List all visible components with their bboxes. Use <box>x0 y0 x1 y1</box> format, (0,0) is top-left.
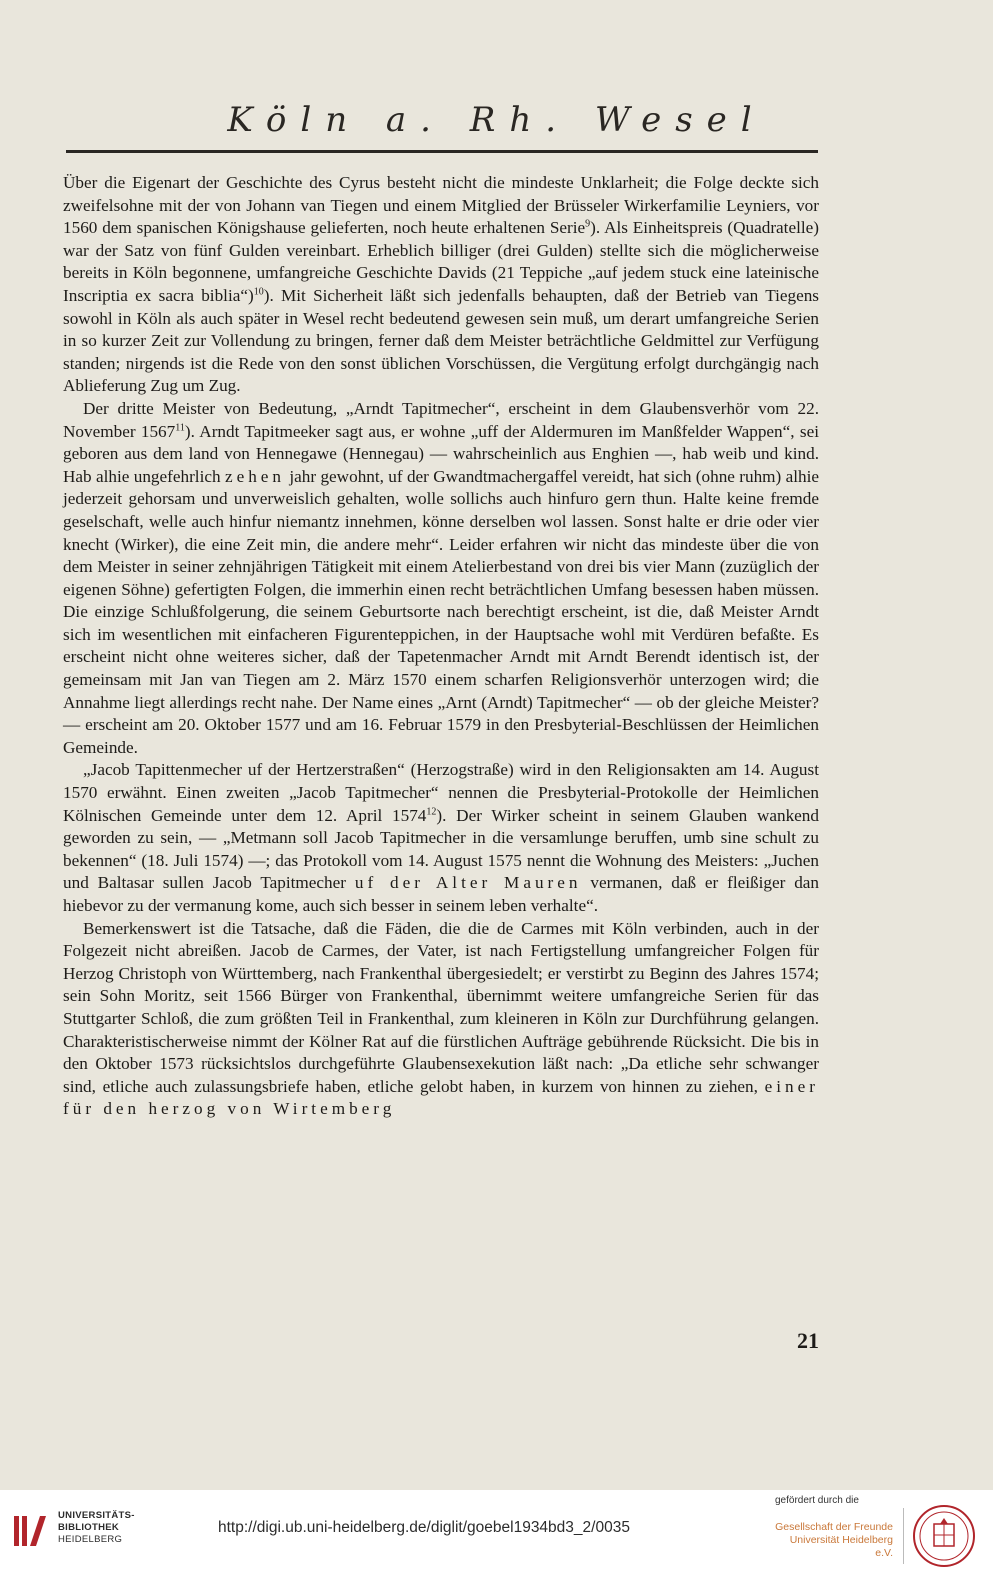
text-run: „Jacob Tapittenmecher uf der Hertzerstraßen“ (Herzogstraße) wird in den Religionsakten am 14. August 1570 erwähnt. Einen zweiten „Jacob Tapitmecher“ nennen die Presbyterial-Protokolle der Heimlichen Kölnischen Gemeinde unter dem 12. April 1574 <box>63 760 819 825</box>
text-run: ). Arndt Tapitmeeker sagt aus, er wohne „uff der Aldermuren im Manßfelder Wappen“, sei geboren aus dem land von Hennegawe (Hennegau) — wahrscheinlich aus Enghien —, hab weib und kind. Hab alhie ungefehrlich <box>63 421 819 486</box>
text-run: jahr gewohnt, uf der Gwandtmachergaffel vereidt, hat sich (ohne ruhm) alhie jederzeit gehorsam und unverweislich gehalten, wolle sollichs auch hinfuro gern thun. Halte keine fremde geselschaft, welle auch hinfur niemantz innehmen, könne derselben wol lassen. Sonst halte er drie oder vier knecht (Wirker), die eine Zeit min, die andere mehr“. Leider erfahren wir nicht das mindeste über die von dem Meister in seiner zehnjährigen Tätigkeit mit einem Atelierbestand von drei bis vier Mann (zuzüglich der eigenen Söhne) gefertigten Folgen, die immerhin einen recht beträchtlichen Umfang besessen haben müssen. Die einzige Schlußfolgerung, die seinem Geburtsorte nach berechtigt erscheint, ist die, daß Meister Arndt sich im wesentlichen mit einfacheren Figurenteppichen, in der Hauptsache wohl mit Verdüren befaßte. Es erscheint nicht ohne weiteres sicher, daß der Tapetenmacher Arndt mit Arndt Berendt identisch ist, der gemeinsam mit Jan van Tiegen am 2. März 1570 einem scharfen Religionsverhör unterzogen wird; die Annahme liegt allerdings recht nahe. Der Name eines „Arnt (Arndt) Tapitmecher“ — ob der gleiche Meister? — erscheint am 20. Oktober 1577 und am 16. Februar 1579 in den Presbyterial-Beschlüssen der Heimlichen Gemeinde. <box>63 466 820 757</box>
university-seal-icon[interactable] <box>912 1504 976 1568</box>
spaced-emphasis: einer für den herzog von Wirtemberg <box>63 1076 819 1119</box>
funded-by-label: gefördert durch die <box>775 1495 859 1506</box>
text-run: ). Mit Sicherheit läßt sich jedenfalls behaupten, daß der Betrieb van Tiegens sowohl in Köln als auch später in Wesel recht bedeutend gewesen sein muß, um derart umfangreiche Serien in so kurzer Zeit zur Vollendung zu bringen, ferner daß dem Meister beträchtliche Geldmittel zur Verfügung standen; nirgends ist die Rede von den sonst üblichen Vorschüssen, die Vergütung erfolgt durchgängig nach Ablieferung Zug um Zug. <box>63 285 819 396</box>
spaced-emphasis: uf der Alter Mauren <box>354 873 582 893</box>
spaced-emphasis: zehen <box>224 466 286 486</box>
paragraph-4 <box>63 918 819 1121</box>
page-number: 21 <box>797 1328 819 1353</box>
running-header: Köln a. Rh. Wesel <box>227 100 766 140</box>
body-text <box>63 172 819 1121</box>
footnote-ref: 12 <box>426 805 437 817</box>
ub-heidelberg-logo-icon[interactable] <box>10 1510 52 1552</box>
text-run: Über die Eigenart der Geschichte des Cyrus besteht nicht die mindeste Unklarheit; die Folge deckte sich zweifelsohne mit der von Johann van Tiegen und einem Mitglied der Brüsseler Wirkerfamilie Leyniers, vor 1560 dem spanischen Königshause gelieferten, noch heute erhaltenen Serie <box>63 173 819 238</box>
library-name-line: HEIDELBERG <box>58 1534 123 1545</box>
text-run: ). Als Einheitspreis (Quadratelle) war der Satz von fünf Gulden vereinbart. Erheblich billiger (drei Gulden) stellte sich die möglicherweise bereits in Köln begonnene, umfangreiche Geschichte Davids (21 Teppiche „auf jedem stuck eine lateinische Inscriptia ex sacra biblia“) <box>63 218 819 305</box>
header-rule <box>66 150 818 153</box>
paragraph-3 <box>63 759 819 917</box>
digitization-footer <box>0 1490 993 1570</box>
sponsor-name-line: Universität Heidelberg e.V. <box>789 1534 893 1559</box>
footnote-ref: 11 <box>175 421 185 433</box>
library-name-line: BIBLIOTHEK <box>58 1522 120 1533</box>
paragraph-1 <box>63 172 819 398</box>
sponsor-name[interactable] <box>775 1521 893 1560</box>
text-run: vermanen, daß er fleißiger dan hiebevor zu der vermanung kome, auch sich besser in seinem leben verhalte“. <box>63 873 820 915</box>
text-run: Der dritte Meister von Bedeutung, „Arndt Tapitmecher“, erscheint in dem Glaubensverhör vom 22. November 1567 <box>63 398 819 441</box>
text-run: ). Der Wirker scheint in seinem Glauben wankend geworden zu sein, — „Metmann soll Jacob Tapitmecher in die versamlunge beruffen, umb sine schult zu bekennen“ (18. Juli 1574) —; das Protokoll vom 14. August 1575 nennt die Wohnung des Meisters: „Juchen und Baltasar sullen Jacob Tapitmecher <box>63 805 819 893</box>
footnote-ref: 9 <box>585 218 591 230</box>
sponsor-name-line: Gesellschaft der Freunde <box>775 1521 893 1533</box>
footer-divider <box>903 1508 904 1564</box>
footnote-ref: 10 <box>253 286 264 298</box>
library-name[interactable] <box>58 1510 135 1546</box>
text-run: Bemerkenswert ist die Tatsache, daß die Fäden, die die de Carmes mit Köln verbinden, auch in der Folgezeit nicht abreißen. Jacob de Carmes, der Vater, ist nach Fertigstellung umfangreicher Folgen für Herzog Christoph von Württemberg, nach Frankenthal übergesiedelt; er verstirbt zu Beginn des Jahres 1574; sein Sohn Moritz, seit 1566 Bürger von Frankenthal, übernimmt weitere umfangreiche Serien für das Stuttgarter Schloß, die zum größten Teil in Frankenthal, zum kleineren in Köln zur Durchführung gelangen. Charakteristischerweise nimmt der Kölner Rat auf die fürstlichen Aufträge gebührende Rücksicht. Die bis in den Oktober 1573 rücksichtslos durchgeführte Glaubensexekution läßt nach: „Da etliche sehr schwanger sind, etliche auch zulassungsbriefe haben, etliche gelobt haben, in kurzem von hinnen zu ziehen, <box>63 918 819 1096</box>
library-name-line: UNIVERSITÄTS- <box>58 1510 135 1521</box>
permalink-url[interactable]: http://digi.ub.uni-heidelberg.de/diglit/goebel1934bd3_2/0035 <box>218 1519 630 1536</box>
paragraph-2 <box>63 398 819 760</box>
